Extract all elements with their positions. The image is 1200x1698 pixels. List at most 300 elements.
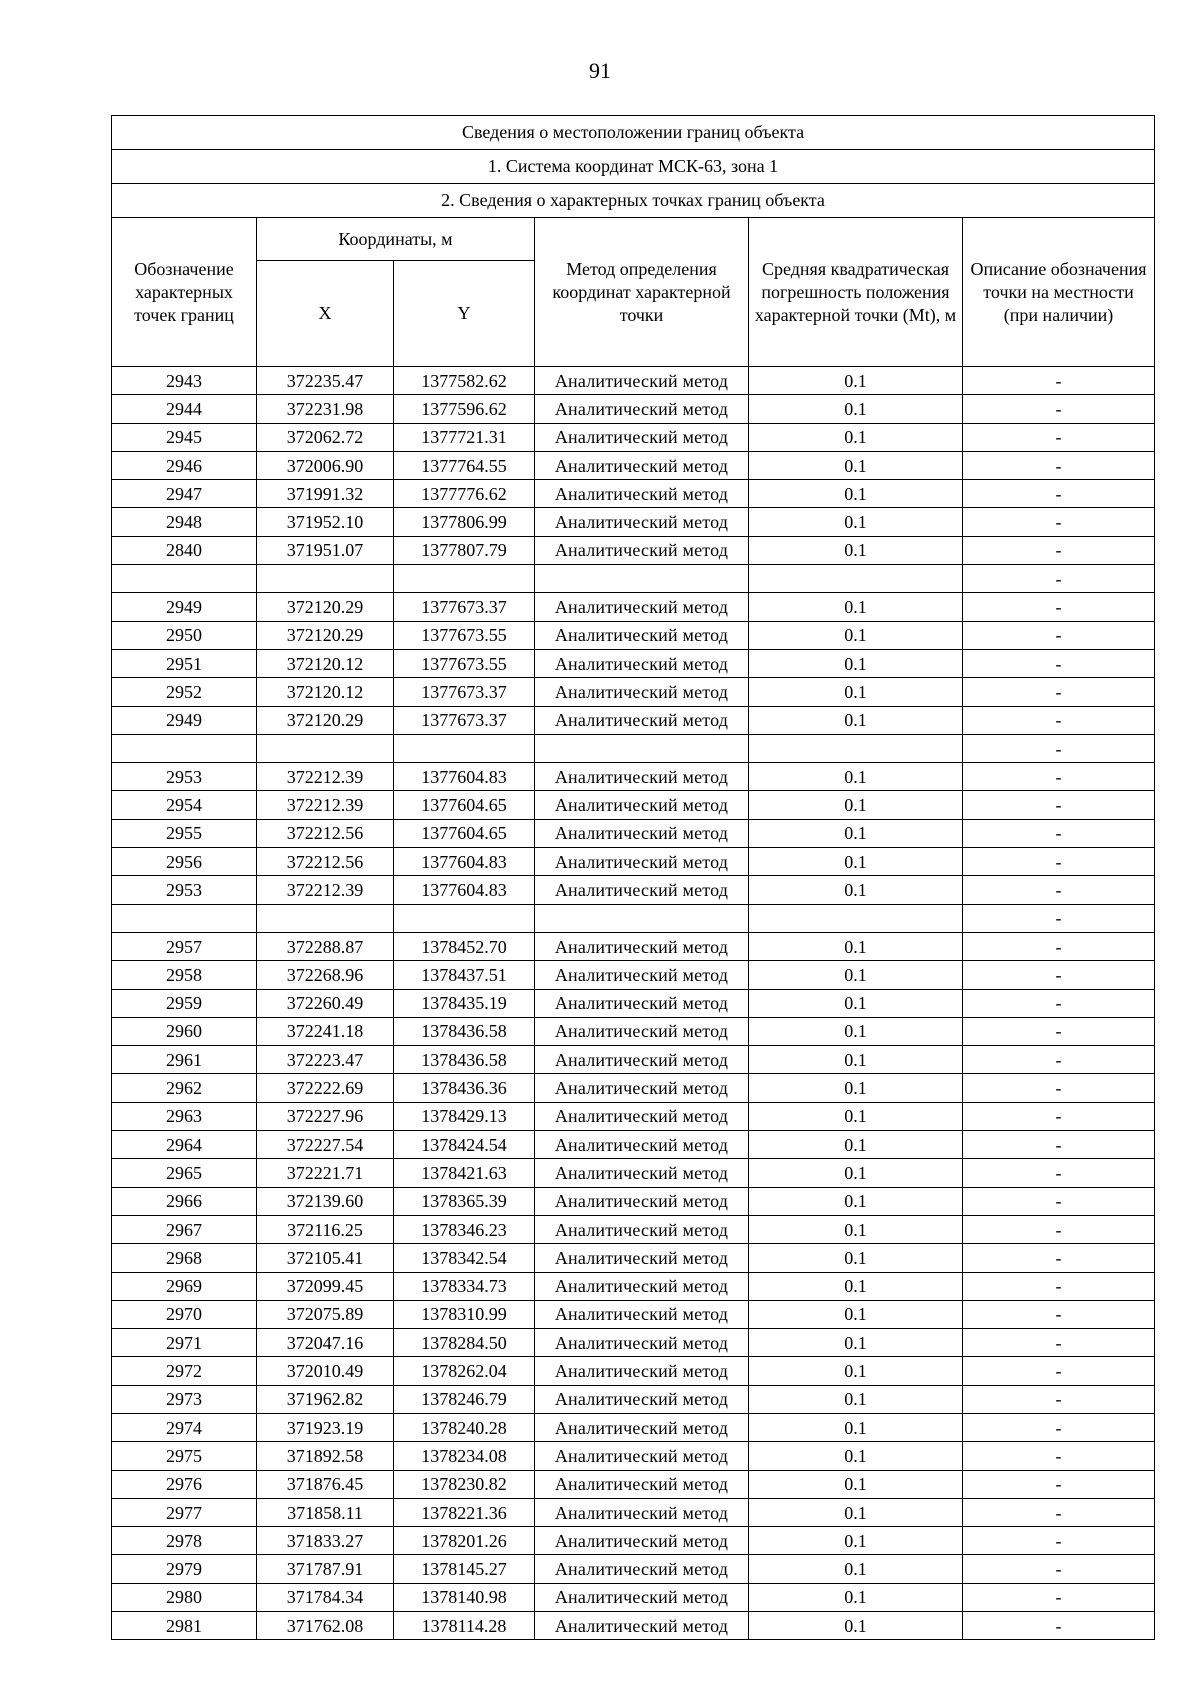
cell-description: - bbox=[963, 876, 1155, 904]
cell-error: 0.1 bbox=[749, 1385, 963, 1413]
cell-y: 1378221.36 bbox=[394, 1498, 535, 1526]
cell-x: 372010.49 bbox=[257, 1357, 394, 1385]
cell-x: 371784.34 bbox=[257, 1583, 394, 1611]
cell-x: 372222.69 bbox=[257, 1074, 394, 1102]
table-row bbox=[112, 734, 1155, 762]
cell-x: 372268.96 bbox=[257, 961, 394, 989]
cell-method: Аналитический метод bbox=[535, 367, 749, 395]
table-row bbox=[112, 876, 1155, 904]
cell-error: 0.1 bbox=[749, 649, 963, 677]
cell-error: 0.1 bbox=[749, 1272, 963, 1300]
cell-point: 2955 bbox=[112, 819, 257, 847]
cell-description: - bbox=[963, 678, 1155, 706]
cell-description: - bbox=[963, 1102, 1155, 1130]
cell-error: 0.1 bbox=[749, 848, 963, 876]
cell-x: 372120.29 bbox=[257, 593, 394, 621]
cell-description: - bbox=[963, 961, 1155, 989]
table-row bbox=[112, 1442, 1155, 1470]
cell-description: - bbox=[963, 1385, 1155, 1413]
cell-x: 372120.29 bbox=[257, 706, 394, 734]
cell-y: 1378240.28 bbox=[394, 1413, 535, 1441]
cell-point bbox=[112, 734, 257, 762]
cell-point: 2961 bbox=[112, 1046, 257, 1074]
cell-x: 372221.71 bbox=[257, 1159, 394, 1187]
cell-x: 372006.90 bbox=[257, 451, 394, 479]
table-row bbox=[112, 1102, 1155, 1130]
cell-method: Аналитический метод bbox=[535, 1244, 749, 1272]
cell-method: Аналитический метод bbox=[535, 819, 749, 847]
cell-point: 2953 bbox=[112, 763, 257, 791]
cell-point: 2946 bbox=[112, 451, 257, 479]
cell-description: - bbox=[963, 395, 1155, 423]
cell-point: 2948 bbox=[112, 508, 257, 536]
cell-method: Аналитический метод bbox=[535, 395, 749, 423]
cell-y: 1377582.62 bbox=[394, 367, 535, 395]
cell-description: - bbox=[963, 819, 1155, 847]
cell-method: Аналитический метод bbox=[535, 848, 749, 876]
cell-method: Аналитический метод bbox=[535, 536, 749, 564]
cell-error: 0.1 bbox=[749, 536, 963, 564]
cell-y: 1378436.36 bbox=[394, 1074, 535, 1102]
table-row bbox=[112, 565, 1155, 593]
table-row bbox=[112, 1159, 1155, 1187]
cell-error: 0.1 bbox=[749, 1187, 963, 1215]
table-row bbox=[112, 763, 1155, 791]
cell-error: 0.1 bbox=[749, 1300, 963, 1328]
cell-y bbox=[394, 565, 535, 593]
cell-error: 0.1 bbox=[749, 1612, 963, 1640]
boundary-coordinates-table bbox=[111, 115, 1155, 1640]
cell-y: 1377604.83 bbox=[394, 848, 535, 876]
cell-point: 2962 bbox=[112, 1074, 257, 1102]
cell-y: 1378421.63 bbox=[394, 1159, 535, 1187]
table-row bbox=[112, 961, 1155, 989]
cell-y: 1378424.54 bbox=[394, 1131, 535, 1159]
header-x: X bbox=[257, 261, 394, 367]
cell-method: Аналитический метод bbox=[535, 1131, 749, 1159]
cell-error: 0.1 bbox=[749, 791, 963, 819]
cell-point: 2976 bbox=[112, 1470, 257, 1498]
cell-method: Аналитический метод bbox=[535, 1470, 749, 1498]
table-row bbox=[112, 791, 1155, 819]
cell-method: Аналитический метод bbox=[535, 1442, 749, 1470]
table-row bbox=[112, 649, 1155, 677]
table-row bbox=[112, 1131, 1155, 1159]
cell-x: 372120.12 bbox=[257, 678, 394, 706]
cell-point: 2964 bbox=[112, 1131, 257, 1159]
cell-error: 0.1 bbox=[749, 1017, 963, 1045]
cell-error: 0.1 bbox=[749, 480, 963, 508]
cell-method bbox=[535, 734, 749, 762]
cell-point: 2981 bbox=[112, 1612, 257, 1640]
cell-error: 0.1 bbox=[749, 989, 963, 1017]
table-row bbox=[112, 395, 1155, 423]
cell-point: 2974 bbox=[112, 1413, 257, 1441]
cell-description: - bbox=[963, 1583, 1155, 1611]
cell-method: Аналитический метод bbox=[535, 423, 749, 451]
table-title: Сведения о местоположении границ объекта bbox=[112, 116, 1155, 150]
cell-point bbox=[112, 565, 257, 593]
cell-error bbox=[749, 904, 963, 932]
cell-x: 372116.25 bbox=[257, 1215, 394, 1243]
table-row bbox=[112, 1046, 1155, 1074]
cell-description: - bbox=[963, 1159, 1155, 1187]
cell-y: 1378365.39 bbox=[394, 1187, 535, 1215]
cell-x bbox=[257, 734, 394, 762]
cell-x: 371858.11 bbox=[257, 1498, 394, 1526]
cell-error: 0.1 bbox=[749, 1159, 963, 1187]
cell-method: Аналитический метод bbox=[535, 961, 749, 989]
cell-point: 2968 bbox=[112, 1244, 257, 1272]
cell-point: 2958 bbox=[112, 961, 257, 989]
cell-description: - bbox=[963, 1413, 1155, 1441]
cell-method: Аналитический метод bbox=[535, 508, 749, 536]
cell-point: 2979 bbox=[112, 1555, 257, 1583]
cell-x: 372241.18 bbox=[257, 1017, 394, 1045]
cell-x: 372212.56 bbox=[257, 848, 394, 876]
cell-y bbox=[394, 734, 535, 762]
cell-point: 2957 bbox=[112, 932, 257, 960]
cell-point: 2978 bbox=[112, 1527, 257, 1555]
table-row bbox=[112, 1357, 1155, 1385]
cell-y: 1377776.62 bbox=[394, 480, 535, 508]
table-row bbox=[112, 1187, 1155, 1215]
cell-point: 2973 bbox=[112, 1385, 257, 1413]
cell-description: - bbox=[963, 763, 1155, 791]
cell-y: 1378262.04 bbox=[394, 1357, 535, 1385]
cell-method: Аналитический метод bbox=[535, 1357, 749, 1385]
points-section-heading: 2. Сведения о характерных точках границ объекта bbox=[112, 184, 1155, 218]
table-row bbox=[112, 508, 1155, 536]
cell-method: Аналитический метод bbox=[535, 1159, 749, 1187]
cell-point: 2969 bbox=[112, 1272, 257, 1300]
cell-description: - bbox=[963, 1555, 1155, 1583]
cell-point: 2967 bbox=[112, 1215, 257, 1243]
cell-point: 2950 bbox=[112, 621, 257, 649]
cell-point: 2951 bbox=[112, 649, 257, 677]
cell-error: 0.1 bbox=[749, 395, 963, 423]
cell-description: - bbox=[963, 508, 1155, 536]
table-row bbox=[112, 1527, 1155, 1555]
cell-y: 1378145.27 bbox=[394, 1555, 535, 1583]
cell-y: 1377806.99 bbox=[394, 508, 535, 536]
cell-y: 1378246.79 bbox=[394, 1385, 535, 1413]
cell-description: - bbox=[963, 1300, 1155, 1328]
cell-y: 1378114.28 bbox=[394, 1612, 535, 1640]
cell-method: Аналитический метод bbox=[535, 791, 749, 819]
cell-method: Аналитический метод bbox=[535, 1102, 749, 1130]
cell-point: 2970 bbox=[112, 1300, 257, 1328]
cell-y: 1378435.19 bbox=[394, 989, 535, 1017]
cell-y: 1377764.55 bbox=[394, 451, 535, 479]
table-row bbox=[112, 848, 1155, 876]
cell-error: 0.1 bbox=[749, 508, 963, 536]
cell-error: 0.1 bbox=[749, 1244, 963, 1272]
table-row bbox=[112, 1244, 1155, 1272]
cell-description: - bbox=[963, 1272, 1155, 1300]
cell-method: Аналитический метод bbox=[535, 1498, 749, 1526]
cell-y: 1377807.79 bbox=[394, 536, 535, 564]
cell-method: Аналитический метод bbox=[535, 1046, 749, 1074]
cell-y: 1377673.55 bbox=[394, 621, 535, 649]
cell-description: - bbox=[963, 989, 1155, 1017]
cell-x: 372223.47 bbox=[257, 1046, 394, 1074]
cell-x: 372139.60 bbox=[257, 1187, 394, 1215]
cell-x: 372212.39 bbox=[257, 791, 394, 819]
cell-x: 371892.58 bbox=[257, 1442, 394, 1470]
table-row bbox=[112, 1612, 1155, 1640]
table-row bbox=[112, 1385, 1155, 1413]
cell-method: Аналитический метод bbox=[535, 480, 749, 508]
cell-method: Аналитический метод bbox=[535, 932, 749, 960]
cell-method: Аналитический метод bbox=[535, 989, 749, 1017]
cell-y: 1378140.98 bbox=[394, 1583, 535, 1611]
cell-method bbox=[535, 904, 749, 932]
table-row bbox=[112, 706, 1155, 734]
cell-y: 1378201.26 bbox=[394, 1527, 535, 1555]
cell-point: 2949 bbox=[112, 593, 257, 621]
cell-x: 372120.29 bbox=[257, 621, 394, 649]
cell-point: 2977 bbox=[112, 1498, 257, 1526]
cell-description: - bbox=[963, 423, 1155, 451]
cell-error: 0.1 bbox=[749, 1329, 963, 1357]
cell-x: 372231.98 bbox=[257, 395, 394, 423]
cell-error bbox=[749, 565, 963, 593]
cell-error: 0.1 bbox=[749, 451, 963, 479]
cell-y: 1378437.51 bbox=[394, 961, 535, 989]
cell-point: 2954 bbox=[112, 791, 257, 819]
cell-y: 1378342.54 bbox=[394, 1244, 535, 1272]
header-method: Метод определения координат характерной точки bbox=[535, 218, 749, 367]
cell-point: 2952 bbox=[112, 678, 257, 706]
cell-description: - bbox=[963, 1046, 1155, 1074]
cell-method: Аналитический метод bbox=[535, 1612, 749, 1640]
cell-y: 1377721.31 bbox=[394, 423, 535, 451]
cell-point: 2945 bbox=[112, 423, 257, 451]
cell-description: - bbox=[963, 536, 1155, 564]
cell-x: 371762.08 bbox=[257, 1612, 394, 1640]
cell-description: - bbox=[963, 1131, 1155, 1159]
table-row bbox=[112, 1074, 1155, 1102]
table-row bbox=[112, 423, 1155, 451]
cell-x: 372099.45 bbox=[257, 1272, 394, 1300]
cell-description: - bbox=[963, 1527, 1155, 1555]
cell-point: 2972 bbox=[112, 1357, 257, 1385]
cell-error: 0.1 bbox=[749, 1470, 963, 1498]
cell-x: 371833.27 bbox=[257, 1527, 394, 1555]
table-row bbox=[112, 989, 1155, 1017]
cell-method: Аналитический метод bbox=[535, 1413, 749, 1441]
cell-error: 0.1 bbox=[749, 1215, 963, 1243]
cell-error: 0.1 bbox=[749, 1527, 963, 1555]
cell-x: 372212.39 bbox=[257, 763, 394, 791]
table-row bbox=[112, 932, 1155, 960]
table-row bbox=[112, 1017, 1155, 1045]
cell-method: Аналитический метод bbox=[535, 706, 749, 734]
table-row bbox=[112, 451, 1155, 479]
cell-x: 372260.49 bbox=[257, 989, 394, 1017]
cell-y: 1378346.23 bbox=[394, 1215, 535, 1243]
cell-method: Аналитический метод bbox=[535, 763, 749, 791]
cell-point: 2949 bbox=[112, 706, 257, 734]
cell-description: - bbox=[963, 565, 1155, 593]
cell-y: 1377604.83 bbox=[394, 876, 535, 904]
cell-method: Аналитический метод bbox=[535, 1215, 749, 1243]
cell-method bbox=[535, 565, 749, 593]
cell-error: 0.1 bbox=[749, 763, 963, 791]
cell-y: 1378436.58 bbox=[394, 1017, 535, 1045]
cell-method: Аналитический метод bbox=[535, 1187, 749, 1215]
cell-point: 2980 bbox=[112, 1583, 257, 1611]
cell-description: - bbox=[963, 706, 1155, 734]
cell-method: Аналитический метод bbox=[535, 1527, 749, 1555]
cell-point: 2975 bbox=[112, 1442, 257, 1470]
cell-error: 0.1 bbox=[749, 1498, 963, 1526]
cell-x: 372047.16 bbox=[257, 1329, 394, 1357]
cell-description: - bbox=[963, 1074, 1155, 1102]
cell-x: 372227.96 bbox=[257, 1102, 394, 1130]
cell-description: - bbox=[963, 1187, 1155, 1215]
cell-method: Аналитический метод bbox=[535, 1017, 749, 1045]
cell-x: 372212.56 bbox=[257, 819, 394, 847]
table-row bbox=[112, 1272, 1155, 1300]
cell-description: - bbox=[963, 649, 1155, 677]
cell-error: 0.1 bbox=[749, 367, 963, 395]
cell-error: 0.1 bbox=[749, 1442, 963, 1470]
table-row bbox=[112, 593, 1155, 621]
header-point: Обозначение характерных точек границ bbox=[112, 218, 257, 367]
cell-method: Аналитический метод bbox=[535, 876, 749, 904]
cell-x: 372105.41 bbox=[257, 1244, 394, 1272]
cell-description: - bbox=[963, 791, 1155, 819]
cell-description: - bbox=[963, 1357, 1155, 1385]
cell-method: Аналитический метод bbox=[535, 621, 749, 649]
coordinate-system-heading: 1. Система координат МСК-63, зона 1 bbox=[112, 150, 1155, 184]
cell-point: 2956 bbox=[112, 848, 257, 876]
cell-description: - bbox=[963, 932, 1155, 960]
cell-description: - bbox=[963, 451, 1155, 479]
header-error: Средняя квадратическая погрешность положения характерной точки (Mt), м bbox=[749, 218, 963, 367]
cell-y: 1377673.37 bbox=[394, 678, 535, 706]
cell-error: 0.1 bbox=[749, 1131, 963, 1159]
table-row bbox=[112, 904, 1155, 932]
cell-point: 2953 bbox=[112, 876, 257, 904]
cell-x: 371923.19 bbox=[257, 1413, 394, 1441]
cell-x bbox=[257, 565, 394, 593]
cell-description: - bbox=[963, 1244, 1155, 1272]
cell-y: 1378284.50 bbox=[394, 1329, 535, 1357]
cell-description: - bbox=[963, 1498, 1155, 1526]
cell-error: 0.1 bbox=[749, 1074, 963, 1102]
cell-y: 1378429.13 bbox=[394, 1102, 535, 1130]
cell-method: Аналитический метод bbox=[535, 1385, 749, 1413]
table-row bbox=[112, 1555, 1155, 1583]
cell-method: Аналитический метод bbox=[535, 1583, 749, 1611]
cell-point bbox=[112, 904, 257, 932]
cell-description: - bbox=[963, 1215, 1155, 1243]
cell-y: 1378452.70 bbox=[394, 932, 535, 960]
cell-point: 2963 bbox=[112, 1102, 257, 1130]
cell-y: 1377673.37 bbox=[394, 593, 535, 621]
cell-error: 0.1 bbox=[749, 1413, 963, 1441]
cell-method: Аналитический метод bbox=[535, 451, 749, 479]
cell-error bbox=[749, 734, 963, 762]
cell-y: 1377596.62 bbox=[394, 395, 535, 423]
cell-x: 372227.54 bbox=[257, 1131, 394, 1159]
cell-method: Аналитический метод bbox=[535, 593, 749, 621]
cell-y: 1378334.73 bbox=[394, 1272, 535, 1300]
cell-y: 1378234.08 bbox=[394, 1442, 535, 1470]
cell-error: 0.1 bbox=[749, 706, 963, 734]
cell-description: - bbox=[963, 593, 1155, 621]
cell-error: 0.1 bbox=[749, 1046, 963, 1074]
table-row bbox=[112, 1470, 1155, 1498]
cell-description: - bbox=[963, 734, 1155, 762]
table-row bbox=[112, 1300, 1155, 1328]
table-row bbox=[112, 1329, 1155, 1357]
cell-error: 0.1 bbox=[749, 932, 963, 960]
cell-method: Аналитический метод bbox=[535, 649, 749, 677]
header-description: Описание обозначения точки на местности (при наличии) bbox=[963, 218, 1155, 367]
cell-y: 1378230.82 bbox=[394, 1470, 535, 1498]
cell-point: 2959 bbox=[112, 989, 257, 1017]
cell-point: 2943 bbox=[112, 367, 257, 395]
cell-description: - bbox=[963, 367, 1155, 395]
table-row bbox=[112, 1215, 1155, 1243]
cell-method: Аналитический метод bbox=[535, 1272, 749, 1300]
cell-point: 2840 bbox=[112, 536, 257, 564]
cell-y: 1377673.55 bbox=[394, 649, 535, 677]
cell-x: 372062.72 bbox=[257, 423, 394, 451]
cell-description: - bbox=[963, 1442, 1155, 1470]
cell-error: 0.1 bbox=[749, 1583, 963, 1611]
cell-x: 371951.07 bbox=[257, 536, 394, 564]
table-row bbox=[112, 1583, 1155, 1611]
cell-description: - bbox=[963, 1017, 1155, 1045]
cell-error: 0.1 bbox=[749, 423, 963, 451]
cell-y: 1377604.83 bbox=[394, 763, 535, 791]
cell-point: 2971 bbox=[112, 1329, 257, 1357]
cell-point: 2960 bbox=[112, 1017, 257, 1045]
cell-x bbox=[257, 904, 394, 932]
cell-y: 1377673.37 bbox=[394, 706, 535, 734]
table-row bbox=[112, 1413, 1155, 1441]
cell-error: 0.1 bbox=[749, 1102, 963, 1130]
cell-point: 2965 bbox=[112, 1159, 257, 1187]
cell-x: 372120.12 bbox=[257, 649, 394, 677]
cell-method: Аналитический метод bbox=[535, 1329, 749, 1357]
cell-error: 0.1 bbox=[749, 819, 963, 847]
cell-description: - bbox=[963, 480, 1155, 508]
cell-y: 1377604.65 bbox=[394, 819, 535, 847]
cell-y: 1378310.99 bbox=[394, 1300, 535, 1328]
cell-error: 0.1 bbox=[749, 1357, 963, 1385]
table-body bbox=[112, 367, 1155, 1640]
cell-description: - bbox=[963, 848, 1155, 876]
table-row bbox=[112, 678, 1155, 706]
table-row bbox=[112, 536, 1155, 564]
cell-description: - bbox=[963, 621, 1155, 649]
cell-description: - bbox=[963, 1329, 1155, 1357]
cell-description: - bbox=[963, 904, 1155, 932]
cell-y: 1378436.58 bbox=[394, 1046, 535, 1074]
cell-x: 372075.89 bbox=[257, 1300, 394, 1328]
cell-x: 371876.45 bbox=[257, 1470, 394, 1498]
header-coordinates: Координаты, м bbox=[257, 218, 535, 261]
cell-error: 0.1 bbox=[749, 621, 963, 649]
cell-error: 0.1 bbox=[749, 961, 963, 989]
cell-x: 372235.47 bbox=[257, 367, 394, 395]
